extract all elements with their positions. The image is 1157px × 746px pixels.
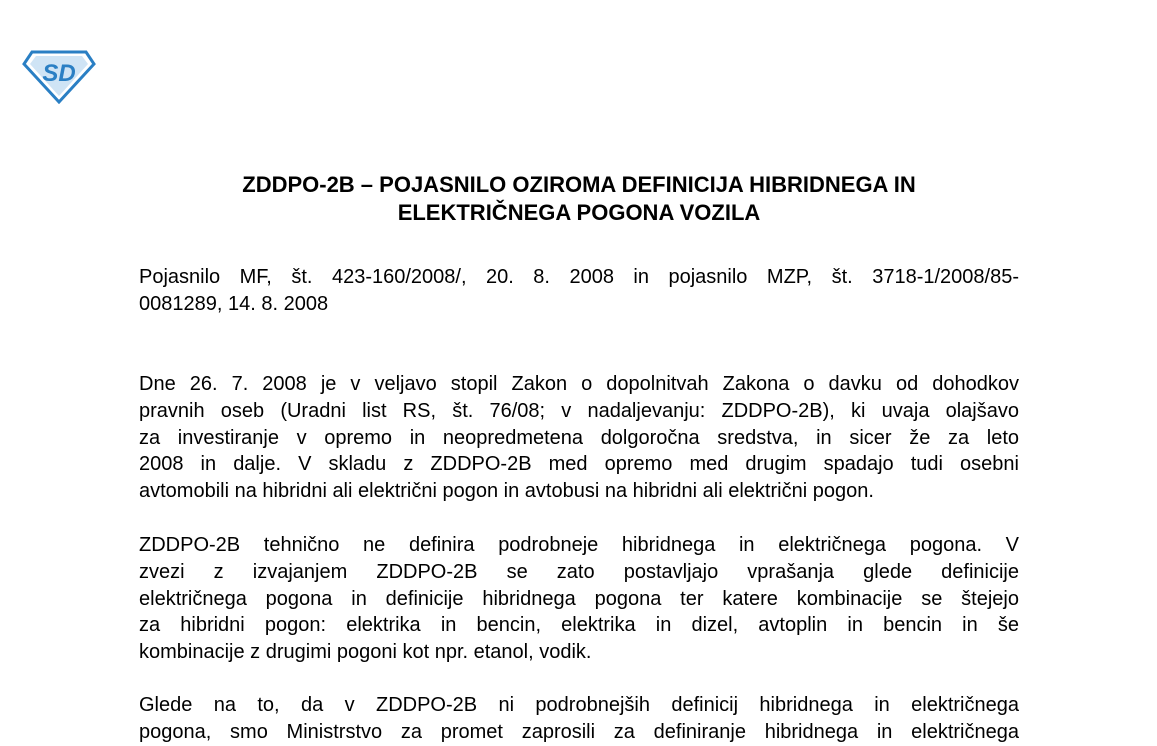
paragraph-line: avtomobili na hibridni ali električni pogon in avtobusi na hibridni ali električni pogon. (139, 480, 874, 503)
paragraph-line: pravnih oseb (Uradni list RS, št. 76/08; v nadaljevanju: ZDDPO-2B), ki uvaja olajšavo (139, 399, 1019, 422)
paragraph-line: kombinacije z drugimi pogoni kot npr. etanol, vodik. (139, 641, 592, 664)
paragraph-line: pogona, smo Ministrstvo za promet zaprosili za definiranje hibridnega in električnega (139, 720, 1019, 743)
company-logo (22, 48, 96, 104)
paragraph-line: 2008 in dalje. V skladu z ZDDPO-2B med opremo med drugim spadajo tudi osebni (139, 453, 1019, 476)
reference-note (139, 264, 1019, 318)
title-line-2: ELEKTRIČNEGA POGONA VOZILA (397, 200, 761, 225)
document-title (139, 171, 1019, 227)
logo-text: SD (42, 60, 76, 87)
diamond-logo-icon (22, 48, 96, 104)
reference-line-1: Pojasnilo MF, št. 423-160/2008/, 20. 8. 2008 in pojasnilo MZP, št. 3718-1/2008/85- (139, 266, 1019, 288)
paragraph-1 (139, 371, 1019, 505)
reference-line-2: 0081289, 14. 8. 2008 (139, 293, 329, 315)
paragraph-2 (139, 532, 1019, 666)
paragraph-line: za hibridni pogon: elektrika in bencin, elektrika in dizel, avtoplin in bencin in še (139, 614, 1019, 637)
paragraph-line: Glede na to, da v ZDDPO-2B ni podrobnejših definicij hibridnega in električnega (139, 694, 1019, 716)
paragraph-3 (139, 692, 1019, 746)
paragraph-line: Dne 26. 7. 2008 je v veljavo stopil Zakon o dopolnitvah Zakona o davku od dohodkov (139, 373, 1019, 395)
paragraph-line: zvezi z izvajanjem ZDDPO-2B se zato postavljajo vprašanja glede definicije (139, 560, 1019, 583)
title-line-1: ZDDPO-2B – POJASNILO OZIROMA DEFINICIJA HIBRIDNEGA IN (242, 172, 916, 197)
paragraph-line: električnega pogona in definicije hibridnega pogona ter katere kombinacije se štejejo (139, 587, 1019, 610)
paragraph-line: za investiranje v opremo in neopredmetena dolgoročna sredstva, in sicer že za leto (139, 426, 1019, 449)
paragraph-line: ZDDPO-2B tehnično ne definira podrobneje hibridnega in električnega pogona. V (139, 534, 1019, 556)
